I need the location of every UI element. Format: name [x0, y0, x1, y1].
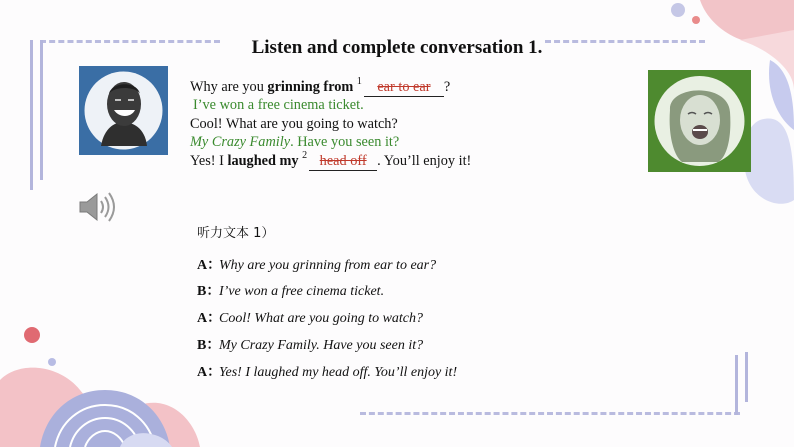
dialog-line-3: Cool! What are you going to watch?: [190, 115, 398, 132]
dialog-line-1-text: Why are you: [190, 79, 268, 95]
transcript-line: [197, 254, 436, 274]
transcript-text: I’ve won a free cinema ticket.: [219, 284, 385, 299]
dialog-line-1: [190, 78, 471, 96]
transcript-line: [197, 361, 457, 381]
dialog-block: [190, 78, 471, 170]
transcript-text: My Crazy Family. Have you seen it?: [219, 338, 424, 353]
portrait-left: [79, 66, 168, 155]
speaker-label: B：: [197, 338, 221, 353]
speaker-label: A：: [197, 365, 222, 380]
transcript-heading: 听力文本 1）: [197, 226, 275, 241]
frame-bottom-dash: [360, 412, 740, 415]
transcript-line: [197, 307, 423, 327]
frame-right-bar-1: [735, 355, 738, 415]
speaker-label: B：: [197, 284, 221, 299]
decor-bottom-left: [0, 320, 200, 447]
blank-1-answer[interactable]: ear to ear: [364, 78, 444, 97]
portrait-right: [648, 70, 751, 172]
dialog-line-5: [190, 149, 472, 170]
speaker-label: A：: [197, 311, 222, 326]
page-title: Listen and complete conversation 1.: [251, 37, 543, 58]
movie-title: My Crazy Family: [190, 134, 291, 151]
dialog-line-4-rest: . Have you seen it?: [290, 134, 400, 151]
speaker-label: A：: [197, 258, 222, 273]
frame-left-bar-1: [30, 40, 33, 190]
transcript-line: [197, 280, 384, 300]
transcript-text: Cool! What are you going to watch?: [219, 311, 424, 326]
dialog-line-5-end: . You’ll enjoy it!: [377, 152, 472, 169]
laughing-man-portrait: [79, 66, 168, 155]
blank-1-number: 1: [356, 76, 362, 87]
dialog-line-5-bold: laughed my: [227, 152, 303, 169]
frame-left-bar-2: [40, 40, 43, 180]
frame-right-bar-2: [745, 352, 748, 402]
dialog-line-2: I’ve won a free cinema ticket.: [193, 97, 364, 114]
laughing-woman-portrait: [648, 70, 751, 172]
blank-2-answer[interactable]: head off: [309, 152, 377, 171]
transcript-text: Yes! I laughed my head off. You’ll enjoy it!: [219, 365, 458, 380]
dialog-line-1-bold: grinning from: [267, 79, 357, 95]
transcript-text: Why are you grinning from ear to ear?: [219, 258, 437, 273]
dialog-line-4: [190, 133, 471, 151]
dialog-line-5-text: Yes! I: [190, 152, 228, 169]
dialog-line-1-end: ?: [443, 79, 451, 95]
transcript-block: [197, 222, 458, 380]
speaker-icon[interactable]: [78, 190, 116, 224]
transcript-line: [197, 334, 423, 354]
blank-2-number: 2: [302, 149, 308, 161]
